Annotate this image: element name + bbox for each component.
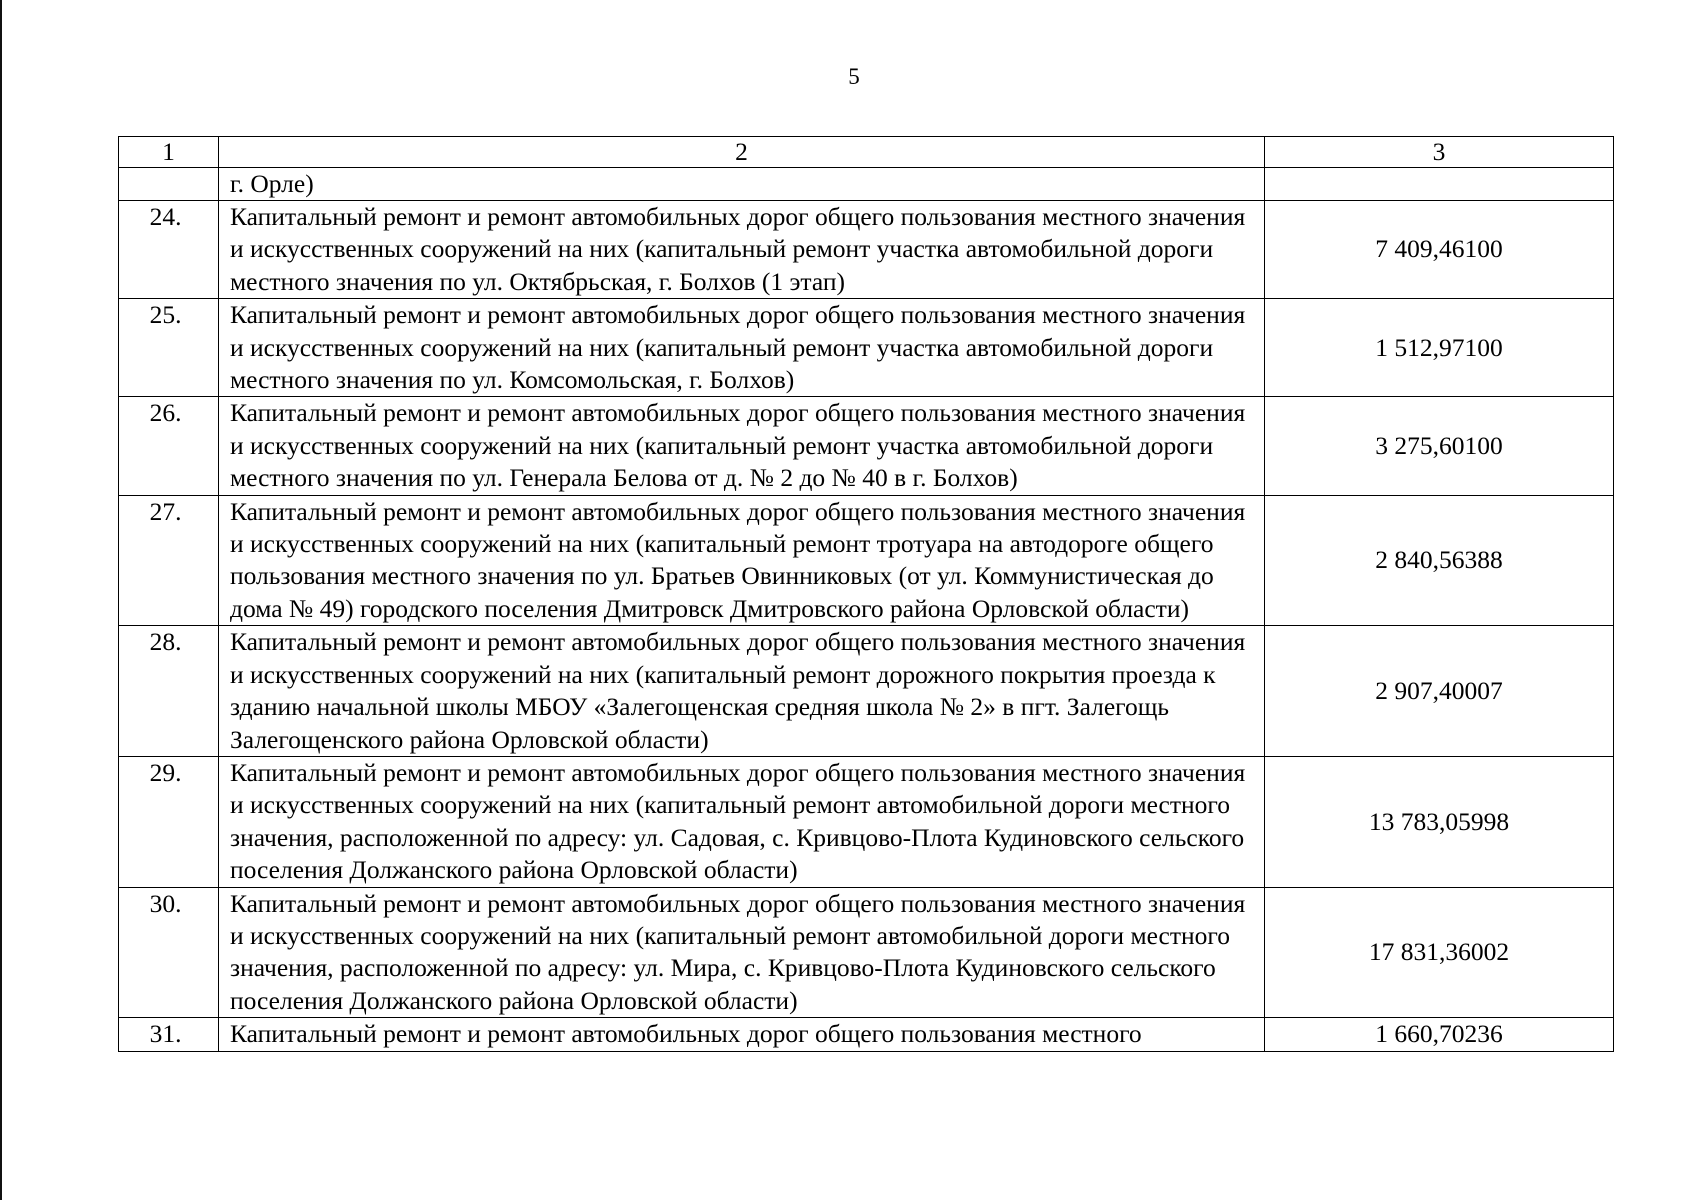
row-description: г. Орле) xyxy=(219,168,1265,201)
table-row xyxy=(119,495,1614,626)
row-number: 29. xyxy=(119,756,219,887)
row-amount: 1 512,97100 xyxy=(1265,299,1614,397)
row-number: 28. xyxy=(119,626,219,757)
row-number xyxy=(119,168,219,201)
row-description: Капитальный ремонт и ремонт автомобильных дорог общего пользования местного значения и искусственных сооружений на них (капитальный ремонт дорожного покрытия проезда к зданию начальной школы МБОУ «Залегощенская средняя школа № 2» в пгт. Залегощь Залегощенского района Орловской области) xyxy=(219,626,1265,757)
row-amount: 13 783,05998 xyxy=(1265,756,1614,887)
row-description: Капитальный ремонт и ремонт автомобильных дорог общего пользования местного xyxy=(219,1018,1265,1051)
table-row xyxy=(119,299,1614,397)
row-amount: 17 831,36002 xyxy=(1265,887,1614,1018)
header-col-2: 2 xyxy=(219,137,1265,168)
row-amount: 2 840,56388 xyxy=(1265,495,1614,626)
row-number: 31. xyxy=(119,1018,219,1051)
row-number: 24. xyxy=(119,201,219,299)
row-description: Капитальный ремонт и ремонт автомобильных дорог общего пользования местного значения и искусственных сооружений на них (капитальный ремонт автомобильной дороги местного значения, расположенной по адресу: ул. Мира, с. Кривцово-Плота Кудиновского сельского поселения Должанского района Орловской области) xyxy=(219,887,1265,1018)
table-row xyxy=(119,626,1614,757)
header-col-3: 3 xyxy=(1265,137,1614,168)
row-amount: 7 409,46100 xyxy=(1265,201,1614,299)
header-col-1: 1 xyxy=(119,137,219,168)
page-number: 5 xyxy=(848,64,860,89)
row-amount xyxy=(1265,168,1614,201)
table-row-continuation xyxy=(119,168,1614,201)
scan-left-edge xyxy=(0,0,2,1200)
row-description: Капитальный ремонт и ремонт автомобильных дорог общего пользования местного значения и искусственных сооружений на них (капитальный ремонт тротуара на автодороге общего пользования местного значения по ул. Братьев Овинниковых (от ул. Коммунистическая до дома № 49) городского поселения Дмитровск Дмитровского района Орловской области) xyxy=(219,495,1265,626)
row-amount: 3 275,60100 xyxy=(1265,397,1614,495)
row-description: Капитальный ремонт и ремонт автомобильных дорог общего пользования местного значения и искусственных сооружений на них (капитальный ремонт участка автомобильной дороги местного значения по ул. Комсомольская, г. Болхов) xyxy=(219,299,1265,397)
budget-table xyxy=(118,136,1614,1052)
row-description: Капитальный ремонт и ремонт автомобильных дорог общего пользования местного значения и искусственных сооружений на них (капитальный ремонт участка автомобильной дороги местного значения по ул. Октябрьская, г. Болхов (1 этап) xyxy=(219,201,1265,299)
table-row xyxy=(119,887,1614,1018)
row-number: 25. xyxy=(119,299,219,397)
row-number: 27. xyxy=(119,495,219,626)
table-row xyxy=(119,1018,1614,1051)
row-number: 26. xyxy=(119,397,219,495)
row-amount: 1 660,70236 xyxy=(1265,1018,1614,1051)
row-amount: 2 907,40007 xyxy=(1265,626,1614,757)
row-number: 30. xyxy=(119,887,219,1018)
table-row xyxy=(119,756,1614,887)
table-row xyxy=(119,201,1614,299)
row-description: Капитальный ремонт и ремонт автомобильных дорог общего пользования местного значения и искусственных сооружений на них (капитальный ремонт участка автомобильной дороги местного значения по ул. Генерала Белова от д. № 2 до № 40 в г. Болхов) xyxy=(219,397,1265,495)
row-description: Капитальный ремонт и ремонт автомобильных дорог общего пользования местного значения и искусственных сооружений на них (капитальный ремонт автомобильной дороги местного значения, расположенной по адресу: ул. Садовая, с. Кривцово-Плота Кудиновского сельского поселения Должанского района Орловской области) xyxy=(219,756,1265,887)
table-row xyxy=(119,397,1614,495)
table-header-row xyxy=(119,137,1614,168)
